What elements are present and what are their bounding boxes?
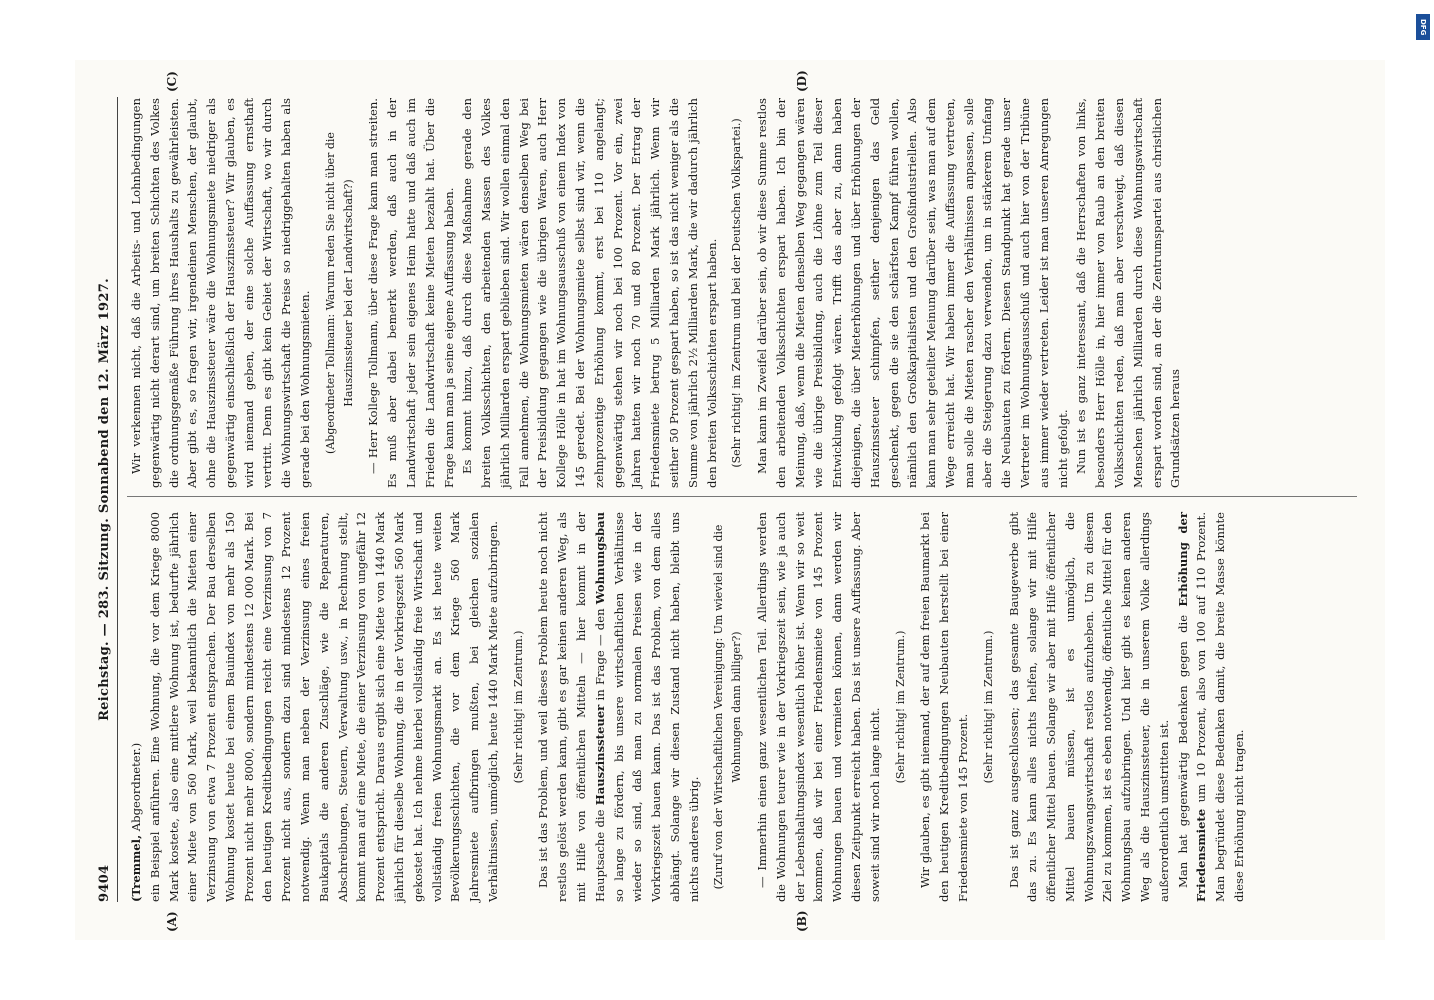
paragraph: — Immerhin einen ganz wesentlichen Teil. Allerdings werden die Wohnungen teurer wie in der Vorkriegszeit sein, wie ja auch der Lebenshaltungsindex wesentlich höher ist. Wenn wir so weit kommen, daß wir bei einer Friedensmiete von 145 Prozent Wohnungen bauen und vermieten können, dann werden wir diesen Zeitpunkt erreicht haben. Das ist unsere Auffassung. Aber soweit sind wir noch lange nicht. bbox=[755, 512, 882, 902]
bold-term: Erhöhung der Friedensmiete bbox=[1175, 511, 1209, 902]
speaker-line bbox=[127, 512, 146, 902]
header-title: Reichstag. — 283. Sitzung. Sonnabend den 12. März 1927. bbox=[97, 278, 112, 721]
paragraph: Das ist ganz ausgeschlossen; das gesamte Baugewerbe gibt das zu. Es kann alles nichts helfen, solange wir mit Hilfe öffentlicher Mittel bauen. Solange wir aber mit Hilfe öffentlicher Mittel bauen müssen, ist es unmöglich, die Wohnungszwangswirtschaft restlos aufzuheben. Um zu diesem Ziel zu kommen, ist es eben notwendig, öffentliche Mittel für den Wohnungsbau aufzubringen. Und hier gibt es keinen anderen Weg als die Hauszinssteuer, die in unserem Volke allerdings außerordentlich umstritten ist. bbox=[1006, 512, 1171, 902]
left-column bbox=[127, 512, 1357, 902]
scanned-page bbox=[75, 60, 1385, 940]
paragraph: Man kann im Zweifel darüber sein, ob wir diese Summe restlos den arbeitenden Volksschichten erspart haben. Ich bin der Meinung, daß, wenn die Mieten denselben Weg gegangen wären wie die übrige Preisbildung, auch die Löhne zum Teil dieser Entwicklung gefolgt wären. Trifft das aber zu, dann haben diejenigen, die über Mieterhöhungen und über Erhöhungen der Hauszinssteuer schimpfen, seither denjenigen das Geld geschenkt, gegen die sie den schärfsten Kampf führen wollen, nämlich den Großkapitalisten und den Großindustriellen. Also kann man sehr geteilter Meinung darüber sein, was man auf dem Wege erreicht hat. Wir haben immer die Auffassung vertreten, man solle die Mieten rascher den Verhältnissen anpassen, solle aber die Steigerung dazu verwenden, um in stärkerem Umfang die Neubauten zu fördern. Diesen Standpunkt hat gerade unser Vertreter im Wohnungsausschuß und auch hier von der Tribüne aus immer wieder vertreten. Leider ist man unseren Anregungen nicht gefolgt. bbox=[755, 98, 1070, 488]
bold-term: Hauszinssteuer bbox=[592, 704, 607, 806]
interjection: (Abgeordneter Tollmann: Warum reden Sie nicht über die Hauszinssteuer bei der Landwirtschaft?) bbox=[323, 132, 355, 454]
paragraph bbox=[534, 512, 703, 902]
right-column bbox=[127, 98, 1357, 488]
margin-marker-b: (B) bbox=[795, 910, 809, 932]
margin-marker-c: (C) bbox=[165, 71, 179, 92]
text-run: um 10 Prozent, also von 100 auf 110 Prozent. Man begründet diese Bedenken damit, die breite Masse könnte diese Erhöhung nicht tragen. bbox=[1194, 512, 1246, 902]
header-rule bbox=[117, 97, 118, 902]
running-header bbox=[91, 97, 119, 902]
paragraph bbox=[1174, 512, 1249, 902]
text-run: in Frage — den bbox=[592, 608, 607, 701]
column-divider bbox=[127, 496, 1357, 497]
dfg-credit-text bbox=[1418, 0, 1434, 488]
interjection: (Zuruf von der Wirtschaftlichen Vereinigung: Um wieviel sind die Wohnungen dann billiger?) bbox=[712, 524, 744, 890]
page-number: 9404 bbox=[97, 864, 112, 902]
paragraph: Wir verkennen nicht, daß die Arbeits- und Lohnbedingungen gegenwärtig nicht derart sind, um breiten Schichten des Volkes die ordnungsgemäße Führung ihres Haushalts zu gewährleisten. Aber gibt es, so fragen wir, irgendeinen Menschen, der glaubt, ohne die Hauszinssteuer wäre die Wohnungsmiete niedriger als gegenwärtig einschließlich der Hauszinssteuer? Wir glauben, es wird niemand geben, der eine solche Auffassung ernsthaft vertritt. Denn es gibt kein Gebiet der Wirtschaft, wo wir durch die Wohnungswirtschaft die Preise so niedriggehalten haben als gerade bei den Wohnungsmieten. bbox=[129, 98, 313, 488]
dfg-logo: DFG bbox=[1416, 14, 1430, 40]
interjection: (Sehr richtig! im Zentrum und bei der Deutschen Volkspartei.) bbox=[730, 118, 744, 468]
paragraph: Wir glauben, es gibt niemand, der auf dem freien Baumarkt bei den heutigen Kreditbedingungen Neubauten herstellt bei einer Friedensmiete von 145 Prozent. bbox=[918, 512, 970, 902]
paragraph: Es kommt hinzu, daß durch diese Maßnahme gerade den breiten Volksschichten, den arbeitenden Massen des Volkes jährlich Milliarden erspart geblieben sind. Wir wollen einmal den Fall annehmen, die Wohnungsmieten wären denselben Weg bei der Preisbildung gegangen wie die übrigen Waren, auch Herr Kollege Hölle in hat im Wohnungsausschuß von einem Index von 145 geredet. Bei der Wohnungsmiete selbst sind wir, wenn die zehnprozentige Erhöhung kommt, erst bei 110 angelangt; gegenwärtig stehen wir noch bei 100 Prozent. Vor ein, zwei Jahren hatten wir noch 70 und 80 Prozent. Der Ertrag der Friedensmiete betrug 5 Milliarden Mark jährlich. Wenn wir seither 50 Prozent gespart haben, so ist das nicht weniger als die Summe von jährlich 2½ Milliarden Mark, die wir dadurch jährlich den breiten Volksschichten erspart haben. bbox=[460, 98, 719, 488]
text-run: so lange zu fördern, bis unsere wirtschaftlichen Verhältnisse wieder so sind, daß man zu normalen Preisen wie in der Vorkriegszeit bauen kann. Das ist das Problem, von dem alles abhängt. Solange wir diesen Zustand nicht haben, bleibt uns nichts anderes übrig. bbox=[611, 512, 701, 902]
margin-marker-d: (D) bbox=[795, 70, 809, 92]
rotated-page-content bbox=[75, 60, 1385, 940]
dfg-watermark bbox=[1414, 8, 1434, 888]
page bbox=[75, 60, 1385, 940]
interjection: (Sehr richtig! im Zentrum.) bbox=[893, 630, 907, 784]
text-run: Man hat gegenwärtig Bedenken gegen die bbox=[1175, 614, 1190, 888]
paragraph: ein Beispiel anführen. Eine Wohnung, die vor dem Kriege 8000 Mark kostete, also eine mittlere Wohnung ist, bedurfte jährlich einer Miete von 560 Mark, weil bekanntlich die Mieten einer Verzinsung von etwa 7 Prozent entsprachen. Der Bau derselben Wohnung kostet heute bei einem Bauindex von mehr als 150 Prozent nicht mehr 8000, sondern mindestens 12 000 Mark. Bei den heutigen Kreditbedingungen reicht eine Verzinsung von 7 Prozent nicht aus, sondern dazu sind mindestens 12 Prozent notwendig. Wenn man neben der Verzinsung eines freien Baukapitals die anderen Zuschläge, wie die Reparaturen, Abschreibungen, Steuern, Verwaltung usw., in Rechnung stellt, kommt man auf eine Miete, die einer Verzinsung von ungefähr 12 Prozent entspricht. Daraus ergibt sich eine Miete von 1440 Mark jährlich für dieselbe Wohnung, die in der Vorkriegszeit 560 Mark gekostet hat. Ich nehme hierbei vollständig freie Wirtschaft und vollständig freien Wohnungsmarkt an. Es ist heute weiten Bevölkerungsschichten, die vor dem Kriege 560 Mark Jahresmiete aufbringen mußten, bei gleichen sozialen Verhältnissen, unmöglich, heute 1440 Mark Miete aufzubringen. bbox=[147, 512, 500, 902]
speaker-role: Abgeordneter.) bbox=[129, 742, 143, 832]
paragraph: — Herr Kollege Tollmann, über diese Frage kann man streiten. Es muß aber dabei bemerkt werden, daß auch in der Landwirtschaft jeder sein eigenes Heim hatte und daß auch im Frieden die Landwirtschaft keine Mieten bezahlt hat. Über die Frage kann man ja seine eigene Auffassung haben. bbox=[366, 98, 456, 488]
paragraph: Nun ist es ganz interessant, daß die Herrschaften von links, besonders Herr Hölle in, hier immer von Raub an den breiten Volksschichten reden, daß man aber verschweigt, daß diesen Menschen jährlich Milliarden durch diese Wohnungswirtschaft erspart worden sind, an der die Zentrumspartei aus christlichen Grundsätzen heraus bbox=[1074, 98, 1183, 488]
speaker-name: (Tremmel, bbox=[129, 834, 143, 902]
text-run: Das ist das Problem, und weil dieses Problem heute noch nicht restlos gelöst werden kann, gibt es gar keinen anderen Weg, als mit Hilfe von öffentlichen Mitteln — hier kommt in der Hauptsache die bbox=[536, 512, 607, 902]
margin-marker-a: (A) bbox=[165, 911, 179, 932]
interjection: (Sehr richtig! im Zentrum.) bbox=[511, 630, 525, 784]
bold-term: Wohnungsbau bbox=[592, 511, 607, 605]
interjection: (Sehr richtig! im Zentrum.) bbox=[981, 630, 995, 784]
